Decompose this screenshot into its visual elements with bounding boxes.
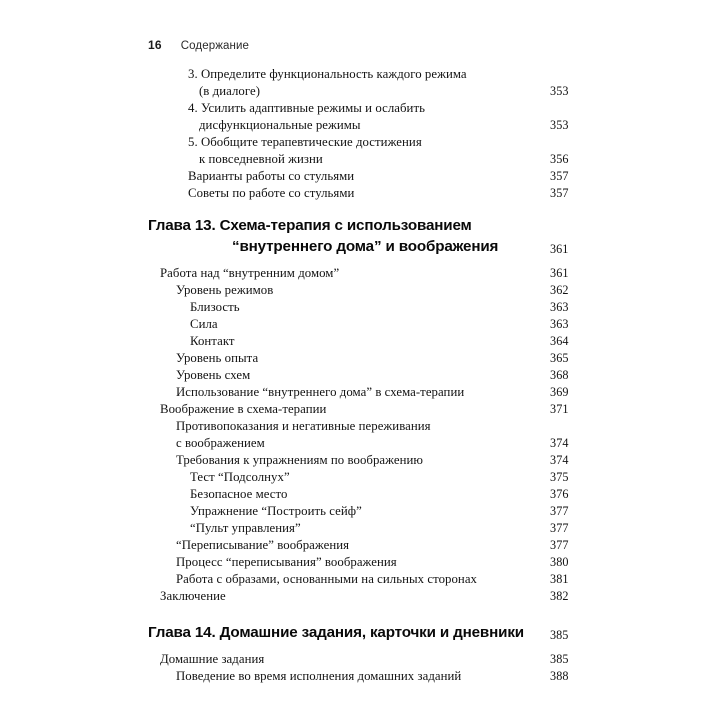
- toc-entry-page-number: 357: [550, 169, 569, 183]
- toc-entry-page-number: 353: [550, 118, 569, 132]
- toc-entry-label: 4. Усилить адаптивные режимы и ослабить: [188, 101, 425, 115]
- chapter-14-page-number: 385: [550, 628, 569, 642]
- toc-entry-label: Использование “внутреннего дома” в схема-терапии: [176, 385, 465, 399]
- spacer: [0, 202, 720, 215]
- toc-entry-page-number: 362: [550, 283, 569, 297]
- toc-entry-page-number: 377: [550, 504, 569, 518]
- toc-entry[interactable]: [0, 588, 720, 605]
- chapter-14-heading[interactable]: [0, 622, 720, 643]
- toc-entry[interactable]: [0, 265, 720, 282]
- toc-entry[interactable]: [0, 401, 720, 418]
- toc-entry[interactable]: [0, 367, 720, 384]
- toc-entry-page-number: 380: [550, 555, 569, 569]
- toc-entry-label: 5. Обобщите терапевтические достижения: [188, 135, 422, 149]
- toc-entry[interactable]: [0, 668, 720, 685]
- toc-entry-page-number: 369: [550, 385, 569, 399]
- toc-entry-label: (в диалоге): [199, 84, 261, 98]
- toc-entry-label: Уровень схем: [176, 368, 251, 382]
- toc-entry-label: Варианты работы со стульями: [188, 169, 355, 183]
- toc-entry-label: Противопоказания и негативные переживания: [176, 419, 431, 433]
- toc-entry[interactable]: [0, 537, 720, 554]
- toc-entry-page-number: 376: [550, 487, 569, 501]
- toc-entry-label: к повседневной жизни: [199, 152, 323, 166]
- toc-entry[interactable]: [0, 651, 720, 668]
- toc-entry-label: Процесс “переписывания” воображения: [176, 555, 397, 569]
- toc-entry-page-number: 357: [550, 186, 569, 200]
- chapter-13-title-line1: Глава 13. Схема-терапия с использованием: [148, 217, 472, 234]
- toc-entry[interactable]: [0, 316, 720, 333]
- toc-entry-label: дисфункциональные режимы: [199, 118, 361, 132]
- toc-entry-label: Тест “Подсолнух”: [190, 470, 290, 484]
- toc-entry[interactable]: [0, 520, 720, 537]
- toc-entry-label: Уровень опыта: [176, 351, 259, 365]
- toc-entry[interactable]: [0, 299, 720, 316]
- toc-entry-label: Домашние задания: [160, 652, 265, 666]
- toc-entry-label: Поведение во время исполнения домашних заданий: [176, 669, 462, 683]
- toc-entry-label: Упражнение “Построить сейф”: [190, 504, 362, 518]
- toc-entry-label: Воображение в схема-терапии: [160, 402, 327, 416]
- toc-entry-page-number: 377: [550, 538, 569, 552]
- toc-group-chapter12-tail: [0, 66, 720, 202]
- toc-entry[interactable]: [0, 282, 720, 299]
- toc-entry[interactable]: [0, 469, 720, 486]
- toc-entry-label: Работа с образами, основанными на сильных сторонах: [176, 572, 477, 586]
- toc-entry-page-number: 364: [550, 334, 569, 348]
- toc-entry-label: Требования к упражнениям по воображению: [176, 453, 423, 467]
- toc-group-chapter13-entries: [0, 265, 720, 605]
- toc-entry-page-number: 353: [550, 84, 569, 98]
- toc-entry-page-number: 374: [550, 453, 569, 467]
- page-folio-number: 16: [148, 38, 162, 52]
- toc-entry-page-number: 361: [550, 266, 569, 280]
- toc-entry-label: Советы по работе со стульями: [188, 186, 355, 200]
- toc-entry[interactable]: [0, 350, 720, 367]
- toc-entry[interactable]: [0, 134, 720, 151]
- toc-entry-label: Уровень режимов: [176, 283, 274, 297]
- toc-entry[interactable]: [0, 503, 720, 520]
- spacer: [0, 605, 720, 622]
- toc-entry-page-number: 374: [550, 436, 569, 450]
- toc-entry-label: Сила: [190, 317, 218, 331]
- toc-entry[interactable]: [0, 333, 720, 350]
- toc-entry[interactable]: [0, 83, 720, 100]
- toc-entry-page-number: 371: [550, 402, 569, 416]
- chapter-13-page-number: 361: [550, 242, 569, 256]
- table-of-contents: [0, 66, 720, 685]
- running-head: [148, 38, 249, 52]
- toc-entry-label: Работа над “внутренним домом”: [160, 266, 340, 280]
- toc-entry-page-number: 388: [550, 669, 569, 683]
- toc-entry-page-number: 363: [550, 317, 569, 331]
- running-head-title: Содержание: [180, 40, 249, 52]
- toc-entry[interactable]: [0, 185, 720, 202]
- chapter-13-title-line2: “внутреннего дома” и воображения: [232, 238, 499, 255]
- toc-entry-page-number: 368: [550, 368, 569, 382]
- spacer: [0, 643, 720, 651]
- toc-entry-page-number: 382: [550, 589, 569, 603]
- toc-entry[interactable]: [0, 571, 720, 588]
- chapter-13-heading-line2[interactable]: [0, 236, 720, 257]
- toc-entry-page-number: 375: [550, 470, 569, 484]
- toc-entry[interactable]: [0, 452, 720, 469]
- toc-entry[interactable]: [0, 100, 720, 117]
- toc-entry-label: Заключение: [160, 589, 226, 603]
- toc-group-chapter14-entries: [0, 651, 720, 685]
- toc-entry-page-number: 385: [550, 652, 569, 666]
- toc-entry[interactable]: [0, 486, 720, 503]
- toc-entry-page-number: 377: [550, 521, 569, 535]
- chapter-14-title: Глава 14. Домашние задания, карточки и дневники: [148, 624, 524, 641]
- toc-entry-page-number: 365: [550, 351, 569, 365]
- chapter-13-heading-line1[interactable]: [0, 215, 720, 236]
- toc-entry-page-number: 381: [550, 572, 569, 586]
- toc-entry-label: “Пульт управления”: [190, 521, 301, 535]
- toc-entry[interactable]: [0, 384, 720, 401]
- toc-entry-label: 3. Определите функциональность каждого режима: [188, 67, 467, 81]
- spacer: [0, 257, 720, 265]
- toc-entry[interactable]: [0, 554, 720, 571]
- toc-entry-label: “Переписывание” воображения: [176, 538, 350, 552]
- toc-entry[interactable]: [0, 66, 720, 83]
- toc-entry-label: Близость: [190, 300, 240, 314]
- toc-entry-page-number: 356: [550, 152, 569, 166]
- toc-entry-label: Безопасное место: [190, 487, 288, 501]
- toc-entry[interactable]: [0, 418, 720, 435]
- toc-entry[interactable]: [0, 151, 720, 168]
- toc-entry[interactable]: [0, 435, 720, 452]
- toc-entry-label: с воображением: [176, 436, 265, 450]
- toc-entry-page-number: 363: [550, 300, 569, 314]
- toc-entry[interactable]: [0, 168, 720, 185]
- toc-entry-label: Контакт: [190, 334, 235, 348]
- toc-entry[interactable]: [0, 117, 720, 134]
